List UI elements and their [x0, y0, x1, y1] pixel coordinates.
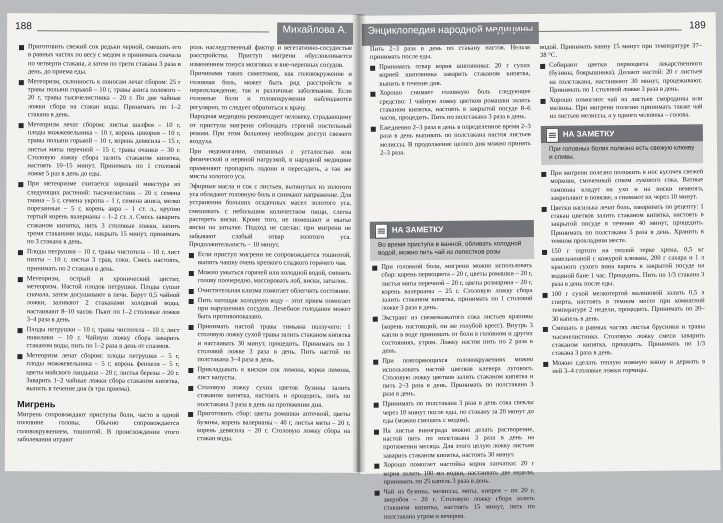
- notepad-icon: [546, 128, 559, 143]
- square-bullet-icon: [371, 127, 376, 132]
- bullet-item: [189, 269, 351, 286]
- bullet-text: Можно сделать теплую ножную ванну и держать в ней 3–4 столовые ложки горчицы.: [552, 358, 706, 376]
- text-column-1-continued: [372, 262, 535, 523]
- square-bullet-icon: [543, 327, 548, 332]
- square-bullet-icon: [189, 289, 194, 294]
- note-box: [370, 220, 534, 261]
- right-page: [356, 12, 721, 521]
- bullet-item: [188, 323, 350, 365]
- note-text: При головных болях полезно есть свежую клюкву и сливы.: [548, 144, 695, 161]
- bullet-item: [371, 123, 531, 158]
- text-column-2: [540, 42, 703, 123]
- square-bullet-icon: [188, 413, 193, 418]
- bullet-item: [189, 251, 351, 268]
- bullet-item: [542, 203, 704, 246]
- page-number: 189: [688, 20, 706, 32]
- bullet-text: Хорошо снимает головную боль следующее средство: 1 чайную ложку цветков ромашки залить стаканом кипятка, настоять в закрытой посуде 8–6 часов, процедить. Пить по полстакана 3 раза в день.: [379, 88, 531, 123]
- bullet-text: Экстракт из свежевыжатого сока листьев крапивы (корень настоящий, он же голубой кресс). Внутрь 3 капли в воде принимать от боли в головном и других состояниях, утром. Ложку настоя пить по 2 раза в день.: [381, 313, 534, 356]
- bullet-item: [374, 426, 534, 461]
- bullet-text: Собирают цветки первоцвета лекарственного (бузины, боярышника). Делают настой: 20 г листьев на полстакана, настаивают 30 минут, процеживают. Принимать по 1 столовой ложке 3 раза в день.: [549, 60, 703, 94]
- bullet-item: [543, 324, 705, 359]
- running-title: Энциклопедия народной медицины: [362, 22, 540, 46]
- notepad-icon: [375, 224, 388, 239]
- bullet-item: [541, 168, 703, 203]
- bullet-item: [18, 180, 180, 247]
- paragraph: Причинами таких симптомов, как головокружение и головная боль, может быть ряд расстройств и переохлаждение, так и различные заболевания. Если головные боли и головокружения наблюдаются регулярно, то следует обратиться к врачу.: [189, 70, 352, 112]
- bullet-item: [542, 289, 704, 324]
- bullet-text: При повторяющихся головокружениях можно использовать настой цветков клевера лугового. Столовую ложку цветков залить стаканом кипятка и пить 2–3 раза в день. Принимать по полстакана 3 раза в день.: [382, 356, 534, 399]
- bullet-item: [373, 356, 533, 399]
- bullet-item: [18, 121, 180, 180]
- bullet-item: [370, 62, 530, 89]
- bullet-text: При головной боли, мигрени можно использовать сбор: корень первоцвета – 20 г, цветы ромашки – 20 г, листья мяты перечной – 20 г, цветы розмарина – 20 г, корень валерианы – 25 г. Столовую ложку сбора залить стаканом кипятка, принимать по 1 столовой ложке 3 раза в день.: [381, 262, 533, 313]
- paragraph: Пить 2–3 раза в день по стакану настоя. Нельзя принимать после еды.: [369, 44, 530, 62]
- note-title: НА ЗАМЕТКУ: [391, 224, 444, 235]
- square-bullet-icon: [18, 182, 23, 187]
- text-column-1: [370, 44, 531, 160]
- bullet-text: Приготовить свежий сок редьки черной, смешать его в равных частях по весу с медом и принимать сначала по четверти стакана, а затем по трети стакана 3 раза в день, до приема еды.: [27, 43, 182, 76]
- square-bullet-icon: [370, 66, 375, 71]
- square-bullet-icon: [189, 325, 194, 330]
- bullet-item: [17, 352, 179, 394]
- bullet-item: [188, 411, 350, 445]
- bullet-item: [372, 262, 533, 313]
- bullet-text: При метеоризме считается хорошей микстура из следующих растений: тысячелистник – 20 г, семена тмина – 5 г, семена укропа – 1 г, семена аниса, мелко порезанные – 5 г, корень аира – 1 ст. л., крупно тертый корень валерианы – 1–2 ст. л. Смесь заварить стаканом кипятка, пить 3 столовые ложки, запить тремя стаканами воды, накрыть 15 минут, принимать по 3 стакана в день.: [26, 180, 181, 246]
- bullet-item: [375, 487, 535, 522]
- bullet-item: [540, 60, 702, 95]
- square-bullet-icon: [372, 266, 377, 271]
- square-bullet-icon: [19, 123, 24, 128]
- bullet-item: [189, 287, 351, 296]
- bullet-item: [18, 275, 180, 326]
- square-bullet-icon: [189, 253, 194, 258]
- header-rule: [37, 30, 269, 32]
- bullet-item: [17, 326, 179, 352]
- bullet-text: Чай из бузины, мелиссы, мяты, кипрея – по 20 г, зверобоя – 20 г. Столовую ложку сбора залить стаканом кипятка, настоять 15 минут, пить по полстакана утром и вечером.: [383, 486, 535, 521]
- bullet-text: Хорошо помогают чай из листьев смородины или малины. При мигрени полезно принимать также чай из листьев мелиссы, а у одного человека – голова.: [549, 95, 703, 121]
- square-bullet-icon: [18, 277, 23, 282]
- bullet-item: [188, 366, 350, 383]
- paragraph: водой. Принимать ванну 15 минут при температуре 37–38 °С.: [539, 42, 702, 60]
- paragraph: При недомогании, связанных с усталостью или физической и нервной нагрузкой, в народной медицине применяют пропарить ладони и пересадить, а так же мисты золотого уса.: [189, 148, 352, 181]
- note-title: НА ЗАМЕТКУ: [562, 129, 615, 139]
- bullet-text: Принимать по полстакана 3 раза в день сока свеклы через 10 минут после еды, по стакану за 20 минут до еды (можно смешать с медом).: [382, 399, 534, 425]
- bullet-text: На листья винограда можно делать растворение, настой пить по полстакана 3 раза в день на протяжении месяца. Для этого целую ложку листьев заварить стаканом кипятка, настоять 30 минут.: [382, 425, 535, 460]
- square-bullet-icon: [373, 360, 378, 365]
- paragraph: роль наследственный фактор и вегетативно-сосудистые расстройства. Приступ мигрени обусловливается изменением тонуса мозговых и вне-черепных сосудов.: [189, 44, 353, 69]
- square-bullet-icon: [19, 80, 24, 85]
- square-bullet-icon: [540, 64, 545, 69]
- bullet-item: [188, 384, 350, 410]
- bullet-text: Пить натощак холодную воду – этот прием помогает при нарушениях сосудов. Лечебное голодание может быть противопоказано.: [197, 296, 351, 321]
- paragraph: Эфирные масла и сок с листьев, вытянутых из золотого уса обладают головную боль и снимают напряжение. Для устранения больших осадочных масел золотого уса, смешивать с небольшим количеством пищи, слегка растереть виски. Кроме того, не помешают и мытье виски на затылке. Подход не сделан: при мигрени не забывают слабый отвар золотого уса. Продолжительность – 10 минут.: [188, 182, 352, 249]
- left-page: [5, 13, 359, 473]
- bullet-item: [18, 248, 180, 274]
- square-bullet-icon: [542, 250, 547, 255]
- bullet-text: Принимать настой травы тимьяна ползучего: 1 столовую ложку сухой травы залить стаканом кипятка и настаивать 30 минут, процедить. Принимать по 1 столовой ложке 3 раза в день. Пить настой по полстакана 3–4 раза в день.: [197, 323, 351, 364]
- bullet-item: [19, 43, 181, 77]
- square-bullet-icon: [374, 429, 379, 434]
- bullet-item: [370, 89, 530, 124]
- bullet-text: Очистительная клизма помогает облегчить состояние.: [197, 286, 351, 295]
- running-title: Михайлова А.: [277, 22, 354, 44]
- bullet-text: Столовую ложку сухих цветов бузины залить стаканом кипятка, настоять и процедить, пить по полстакана 3 раза в день на протяжении дня.: [197, 384, 351, 409]
- square-bullet-icon: [189, 299, 194, 304]
- section-heading: Мигрень: [17, 398, 56, 410]
- square-bullet-icon: [543, 293, 548, 298]
- square-bullet-icon: [19, 45, 24, 50]
- square-bullet-icon: [189, 271, 194, 276]
- square-bullet-icon: [18, 250, 23, 255]
- bullet-text: Приготовить сбор: цветы ромашки аптечной, цветы бузины, корень валерианы – 40 г, листья мяты – 20 г, корень девясила – 20 г. Столовую ложку сбора на стакан воды.: [196, 410, 351, 443]
- text-column-2: [188, 44, 352, 446]
- bullet-text: Метеоризм лечат сбором: листья шалфея – 10 г, плоды можжевельника – 10 г, корень цикория – 10 г, травы полыни горькой – 10 г, корень девясила – 15 г, листья мяты перечной – 15 г, травы очанки – 30 г. Столовую ложку сбора залить стаканом кипятка, настоять 10–15 минут. Принимать по 1 столовой ложке 5 раз в день до еды.: [27, 120, 181, 179]
- book-gutter-shadow: [352, 14, 366, 472]
- paragraph: Мигрень сопровождают приступы боли, часто в одной половине головы. Обычно сопровождается головокружением, тошнотой. В происхождении этого заболевания играют: [16, 411, 180, 444]
- page-number: 188: [15, 21, 32, 33]
- square-bullet-icon: [540, 99, 545, 104]
- bullet-item: [374, 460, 534, 487]
- bullet-item: [19, 78, 181, 120]
- bullet-text: Цветки василька лечат боль, заваривать по рецепту: 1 стакан цветков залить стаканом кипятка, настоять в закрытой посуде в течение 40 минут, процедить. Принимать по полстакана 3 раза в день. Хранить в темном прохладном месте.: [550, 202, 704, 245]
- bullet-text: Ежедневно 2–3 раза в день в определенное время 2–3 раза в день выпивать по полстакана настоя листьев мелиссы. В продолжение целого дня можно принять 2–3 раза.: [379, 123, 531, 157]
- bullet-text: Смешать в равных частях листья брусники и травы тысячелистника. Столовую ложку смеси заварить стаканом кипятка, процедить. Принимать по 1/3 стакана 3 раза в день.: [551, 323, 706, 358]
- bullet-item: [374, 399, 534, 426]
- bullet-item: [542, 246, 704, 289]
- text-column-1: [17, 43, 181, 446]
- square-bullet-icon: [370, 92, 375, 97]
- bullet-item: [543, 358, 705, 376]
- square-bullet-icon: [18, 328, 23, 333]
- bullet-text: Можно умыться горячей или холодной водой, сменять голову поочередно, массировать лоб, виски, затылок.: [197, 268, 351, 285]
- square-bullet-icon: [374, 464, 379, 469]
- square-bullet-icon: [373, 317, 378, 322]
- note-header: [541, 124, 703, 143]
- bullet-text: 150 г тертого на теплой терке хрена, 0,5 кг измельченной с кожурой клюквы, 200 г сахара и 1 л красного сухого вина варить в закрытой посуде на водяной бане 1 час. Процедить. Пить по 1/3 стакана 3 раза в день после еды.: [551, 245, 705, 288]
- square-bullet-icon: [543, 362, 548, 367]
- bullet-text: Метеоризм, острый и хронический цистит, метеоризм. Настой плодов петрушки. Плоды сушат сначала, затем досушивают в печи. Берут 0,5 чайной ложки, заливают 2 стаканами холодной воды, настаивают 8–10 часов. Пьют по 1–2 столовые ложки 3–4 раза в день.: [26, 274, 180, 324]
- bullet-text: 100 г сухой мелкотертой малиновой залить 0,5 л спирта, настоять в темном месте при комнатной температуре 2 недели, процедить. Принимать по 20–30 капель в день.: [551, 288, 705, 323]
- note-header: [370, 220, 534, 239]
- square-bullet-icon: [541, 172, 546, 177]
- square-bullet-icon: [374, 403, 379, 408]
- square-bullet-icon: [17, 354, 22, 359]
- bullet-text: Метеоризм, склонность к поносам лечат сбором: 25 г травы полыни горькой – 10 г, травы аниса полевого – 20 г, травы тысячелистника – 20 г. По две чайные ложки сбора на стакан воды. Принимать по 1–2 стакана в день.: [27, 77, 181, 119]
- paragraph: Народная медицина рекомендует человеку, страдающему от приступа мигрени соблюдать строгий постельный режим. При этом больному необходим доступ свежего воздуха.: [189, 113, 352, 146]
- bullet-text: Если приступ мигрени не сопровождается тошнотой, выпить чашку очень крепкого сладкого горячего чая.: [197, 250, 351, 267]
- bullet-text: Принимать отвар корня шиповника: 20 г сухих корней шиповника заварить стаканом кипятка, выпить в течение дня.: [379, 62, 531, 88]
- text-column-2-continued: [541, 168, 705, 378]
- bullet-item: [540, 95, 702, 122]
- bullet-text: Плоды петрушки – 10 г, травы чистотела – 10 г, лист повилики – 10 г. Чайную ложку сбора заварить стаканом воды, пить по 1–2 раза в день от спазмов.: [26, 325, 180, 351]
- bullet-text: Плоды петрушки – 10 г, травы чистотела – 10 г, лист пихты – 10 г, листья 3 трав, соки. Смесь настоять, принимать по 2 стакана в день.: [26, 248, 180, 273]
- square-bullet-icon: [542, 207, 547, 212]
- note-text: Во время приступа в ванной, обливать холодной водой, можно пить чай из лепестков розы: [377, 240, 522, 257]
- bullet-text: Метеоризм лечат сбором: плоды петрушки – 5 г, плоды можжевельника – 5 г, корень фенхеля – 5 г, цветы майского ландыша – 20 г, листья березы – 20 г. Заварить 1–2 чайные ложки сбора стаканом кипятка, выпить в течение дня (в три приема).: [26, 352, 180, 394]
- note-box: [541, 124, 703, 165]
- bullet-item: [373, 313, 533, 356]
- square-bullet-icon: [375, 490, 380, 495]
- square-bullet-icon: [188, 368, 193, 373]
- square-bullet-icon: [188, 386, 193, 391]
- bullet-text: Прикладывать к вискам сок лимона, корки лимона, лист капусты.: [197, 366, 351, 382]
- bullet-item: [189, 297, 351, 323]
- bullet-text: При мигрени полезно положить в нос кусочек свежей моркови, смоченный соком лукового сока. Ватные тампоны кладут на ухо и на виски немного, закрепляют в повязке, а снимают их через 10 минут.: [550, 168, 704, 202]
- bullet-text: Хорошо помогает настойка корня лапчатки: 20 г корня залить 100 мл водки, настаивать две недели, принимать по 25 капель 3 раза в день.: [383, 460, 535, 486]
